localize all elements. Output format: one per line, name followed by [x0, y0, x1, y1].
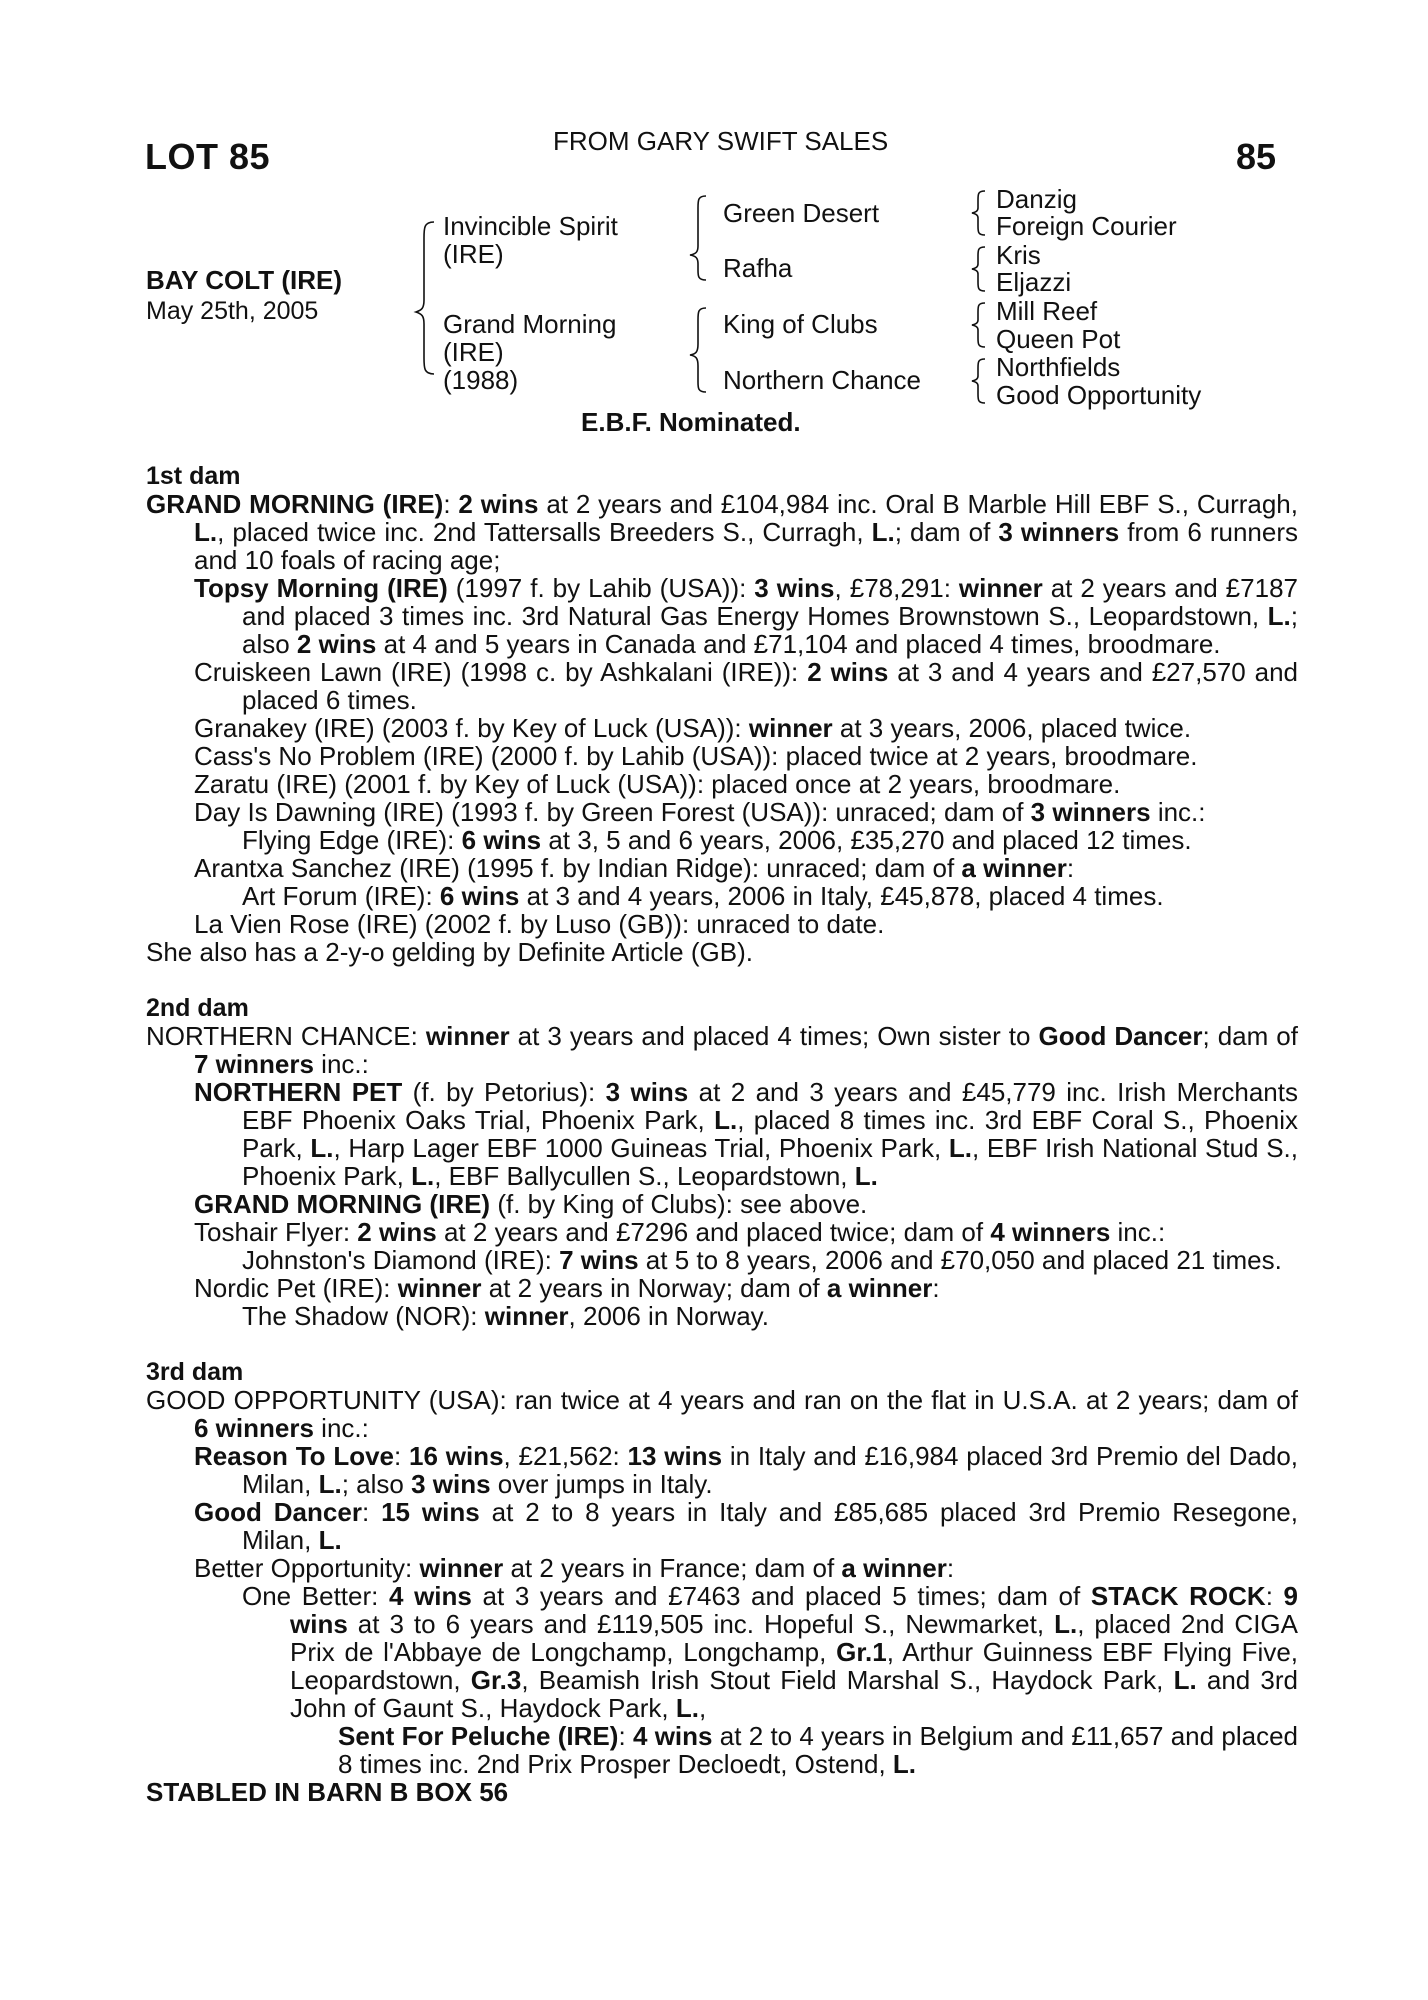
text: at 2 to 8 years in Italy and £85,685 placed 3rd Premio Resegone, Milan, [242, 1497, 1298, 1555]
text: : [394, 1441, 410, 1471]
gen2-sire-dam: Rafha [723, 253, 793, 283]
text: Arantxa Sanchez (IRE) (1995 f. by Indian Ridge): unraced; dam of [194, 853, 962, 883]
text: , Beamish Irish Stout Field Marshal S., Haydock Park, [521, 1665, 1174, 1695]
first-dam-heading: 1st dam [146, 462, 241, 490]
produce-entry: Cass's No Problem (IRE) (2000 f. by Lahib (USA)): placed twice at 2 years, broodmare. [194, 741, 1198, 771]
text: ; also [242, 601, 1298, 659]
gen3-5: Mill Reef [996, 296, 1098, 326]
lot-number: 85 [1236, 136, 1277, 177]
winners-count: 3 winners [998, 517, 1120, 547]
wins: 2 wins [357, 1217, 437, 1247]
horse-name: BAY COLT (IRE) [146, 265, 342, 295]
text: Flying Edge (IRE): [242, 825, 462, 855]
text: and 3rd John of Gaunt S., Haydock Park, [290, 1665, 1298, 1723]
wins: 6 wins [439, 881, 520, 911]
text: over jumps in Italy. [490, 1469, 713, 1499]
text: at 2 years and £104,984 inc. Oral B Marble Hill EBF S., Curragh, [538, 489, 1298, 519]
gen3-4: Eljazzi [996, 267, 1072, 297]
wins: 3 wins [411, 1469, 491, 1499]
wins: 13 wins [627, 1441, 723, 1471]
first-dam-entry [146, 490, 1298, 574]
wins: 3 wins [605, 1077, 689, 1107]
produce-entry [146, 574, 1298, 658]
text: , £21,562: [503, 1441, 628, 1471]
text: at 2 to 4 years in Belgium and £11,657 and placed 8 times inc. 2nd Prix Prosper Decloedt, Ostend, [338, 1721, 1298, 1779]
text: inc.: [1150, 797, 1206, 827]
second-dam-heading: 2nd dam [146, 994, 249, 1022]
text: GOOD OPPORTUNITY (USA): ran twice at 4 years and ran on the flat in U.S.A. at 2 years; dam of [146, 1385, 1298, 1415]
race-grade: L. [318, 1469, 342, 1499]
text: at 2 years and £7296 and placed twice; dam of [436, 1217, 991, 1247]
wins: 3 wins [754, 573, 835, 603]
produce-entry [146, 798, 1298, 826]
text: : [361, 1497, 382, 1527]
produce-entry: Zaratu (IRE) (2001 f. by Key of Luck (USA)): placed once at 2 years, broodmare. [194, 769, 1121, 799]
wins: 4 wins [389, 1581, 472, 1611]
third-dam-heading: 3rd dam [146, 1358, 244, 1386]
text: at 2 years and £7187 and placed 3 times inc. 3rd Natural Gas Energy Homes Brownstown S., Leopardstown, [242, 573, 1298, 631]
race-grade: L. [318, 1525, 342, 1555]
race-grade: L. [892, 1749, 917, 1779]
text: : [932, 1273, 940, 1303]
race-grade: Gr.3 [470, 1665, 522, 1695]
text: The Shadow (NOR): [242, 1301, 485, 1331]
dam-name [443, 310, 616, 394]
horse-name: GRAND MORNING (IRE) [194, 1189, 491, 1219]
race-grade: L. [194, 517, 218, 547]
race-grade: L. [1267, 601, 1291, 631]
wins: 9 wins [290, 1581, 1299, 1639]
horse-name: GRAND MORNING (IRE) [146, 489, 444, 519]
horse-name: STACK ROCK [1090, 1581, 1266, 1611]
winner: winner [484, 1301, 569, 1331]
race-grade: L. [854, 1161, 878, 1191]
text: at 3 to 6 years and £119,505 inc. Hopeful S., Newmarket, [347, 1609, 1055, 1639]
gen3-3: Kris [996, 240, 1041, 270]
text: : [1265, 1581, 1284, 1611]
text: at 3 and 4 years, 2006 in Italy, £45,878, placed 4 times. [519, 881, 1164, 911]
second-dam-entry [146, 1022, 1298, 1078]
produce-entry [146, 714, 1298, 742]
text: , placed 8 times inc. 3rd EBF Coral S., Phoenix Park, [242, 1105, 1298, 1163]
gen3-7: Northfields [996, 352, 1121, 382]
text: ; also [341, 1469, 412, 1499]
text: , Harp Lager EBF 1000 Guineas Trial, Phoenix Park, [333, 1133, 949, 1163]
produce-entry [146, 658, 1298, 714]
race-grade: L. [310, 1133, 334, 1163]
text: Granakey (IRE) (2003 f. by Key of Luck (USA)): [194, 713, 749, 743]
produce-entry [146, 1498, 1298, 1554]
third-dam-section [146, 1358, 1298, 1778]
sire-line-2: (IRE) [443, 239, 504, 269]
foaled-date: May 25th, 2005 [146, 297, 319, 325]
race-grade: L. [871, 517, 895, 547]
text: inc.: [313, 1413, 369, 1443]
horse-name: NORTHERN PET [194, 1077, 403, 1107]
text: at 3 and 4 years and £27,570 and placed 6 times. [242, 657, 1298, 715]
wins: 15 wins [381, 1497, 480, 1527]
sire-name [443, 212, 618, 268]
winners-count: 6 winners [194, 1413, 314, 1443]
gen3-1: Danzig [996, 184, 1077, 214]
produce-record [146, 462, 1298, 1806]
text: Art Forum (IRE): [242, 881, 440, 911]
dam-line-3: (1988) [443, 365, 519, 395]
lot-label: LOT 85 [145, 136, 271, 177]
dam-line-2: (IRE) [443, 337, 504, 367]
horse-name: Good Dancer [1038, 1021, 1203, 1051]
text: inc.: [1110, 1217, 1166, 1247]
stabling-note: STABLED IN BARN B BOX 56 [146, 1777, 509, 1807]
text: inc.: [313, 1049, 369, 1079]
text: (f. by King of Clubs): see above. [490, 1189, 868, 1219]
produce-entry [146, 1246, 1298, 1274]
text: Nordic Pet (IRE): [194, 1273, 398, 1303]
wins: 16 wins [409, 1441, 504, 1471]
winner: winner [397, 1273, 482, 1303]
winner: winner [748, 713, 833, 743]
race-grade: L. [1054, 1609, 1078, 1639]
text: at 3 years, 2006, placed twice. [832, 713, 1192, 743]
vendor-name: FROM GARY SWIFT SALES [553, 126, 889, 156]
third-dam-entry [146, 1386, 1298, 1442]
horse-name: Reason To Love [194, 1441, 395, 1471]
text: at 2 and 3 years and £45,779 inc. Irish Merchants EBF Phoenix Oaks Trial, Phoenix Park, [242, 1077, 1298, 1135]
winners-count: a winner [961, 853, 1067, 883]
text: at 3 years and placed 4 times; Own sister to [509, 1021, 1039, 1051]
text: Better Opportunity: [194, 1553, 420, 1583]
wins: 2 wins [807, 657, 889, 687]
text: at 3, 5 and 6 years, 2006, £35,270 and placed 12 times. [541, 825, 1192, 855]
horse-name: Good Dancer [194, 1497, 362, 1527]
produce-entry [146, 1218, 1298, 1246]
text: : [1066, 853, 1075, 883]
text: , 2006 in Norway. [568, 1301, 769, 1331]
race-grade: L. [948, 1133, 973, 1163]
race-grade: Gr.1 [836, 1637, 887, 1667]
race-grade: L. [675, 1693, 699, 1723]
gen2-sire-sire: Green Desert [723, 198, 880, 228]
winner: winner [419, 1553, 504, 1583]
text: at 5 to 8 years, 2006 and £70,050 and placed 21 times. [638, 1245, 1282, 1275]
wins: 7 wins [559, 1245, 639, 1275]
text: One Better: [242, 1581, 389, 1611]
race-grade: L. [714, 1105, 738, 1135]
text: from 6 runners and 10 foals of racing age; [194, 517, 1298, 575]
text: at 4 and 5 years in Canada and £71,104 and placed 4 times, broodmare. [376, 629, 1221, 659]
produce-entry [146, 1554, 1298, 1582]
text: ; dam of [894, 517, 999, 547]
wins: 2 wins [458, 489, 539, 519]
pedigree-brackets [0, 0, 1428, 420]
winners-count: 3 winners [1030, 797, 1151, 827]
produce-entry [146, 1274, 1298, 1302]
text: , placed 2nd CIGA Prix de l'Abbaye de Longchamp, Longchamp, [290, 1609, 1298, 1667]
gen3-8: Good Opportunity [996, 380, 1202, 410]
text: ; dam of [1202, 1021, 1298, 1051]
text: , EBF Irish National Stud S., Phoenix Park, [242, 1133, 1298, 1191]
text: , £78,291: [834, 573, 959, 603]
winners-count: 7 winners [194, 1049, 314, 1079]
gen2-dam-sire: King of Clubs [723, 309, 878, 339]
dam-line-1: Grand Morning [443, 309, 617, 339]
text: NORTHERN CHANCE: [146, 1021, 426, 1051]
winner: winner [958, 573, 1043, 603]
text: , EBF Ballycullen S., Leopardstown, [434, 1161, 855, 1191]
produce-entry [146, 1722, 1298, 1778]
text: Cruiskeen Lawn (IRE) (1998 c. by Ashkalani (IRE)): [194, 657, 808, 687]
text: at 2 years in France; dam of [503, 1553, 842, 1583]
race-grade: L. [1173, 1665, 1197, 1695]
gen3-6: Queen Pot [996, 324, 1121, 354]
wins: 6 wins [461, 825, 542, 855]
produce-entry [146, 1302, 1298, 1330]
produce-entry: La Vien Rose (IRE) (2002 f. by Luso (GB)): unraced to date. [194, 909, 885, 939]
winners-count: a winner [841, 1553, 947, 1583]
produce-entry [146, 854, 1298, 882]
wins: 4 wins [632, 1721, 713, 1751]
winners-count: a winner [826, 1273, 933, 1303]
text: Day Is Dawning (IRE) (1993 f. by Green Forest (USA)): unraced; dam of [194, 797, 1031, 827]
sire-line-1: Invincible Spirit [443, 211, 618, 241]
race-grade: L. [411, 1161, 435, 1191]
winners-count: 4 winners [990, 1217, 1111, 1247]
text: : [618, 1721, 633, 1751]
produce-entry [146, 1442, 1298, 1498]
gen2-dam-dam: Northern Chance [723, 365, 921, 395]
text: , [698, 1693, 707, 1723]
wins: 2 wins [296, 629, 377, 659]
text: at 3 years and £7463 and placed 5 times; dam of [471, 1581, 1091, 1611]
text: Johnston's Diamond (IRE): [242, 1245, 560, 1275]
produce-entry [146, 1582, 1298, 1722]
text: Toshair Flyer: [194, 1217, 358, 1247]
winner: winner [425, 1021, 510, 1051]
text: : [443, 489, 459, 519]
text: (1997 f. by Lahib (USA)): [447, 573, 755, 603]
produce-entry [146, 1190, 1298, 1218]
text: at 2 years in Norway; dam of [481, 1273, 827, 1303]
nomination-note: E.B.F. Nominated. [581, 407, 801, 437]
produce-note: She also has a 2-y-o gelding by Definite Article (GB). [146, 937, 753, 967]
produce-entry [146, 1078, 1298, 1190]
text: , placed twice inc. 2nd Tattersalls Breeders S., Curragh, [217, 517, 872, 547]
text: (f. by Petorius): [402, 1077, 606, 1107]
text: , Arthur Guinness EBF Flying Five, Leopardstown, [290, 1637, 1298, 1695]
horse-name: Topsy Morning (IRE) [194, 573, 448, 603]
text: : [946, 1553, 955, 1583]
produce-entry [146, 826, 1298, 854]
produce-entry [146, 882, 1298, 910]
first-dam-section [146, 462, 1298, 966]
gen3-2: Foreign Courier [996, 211, 1177, 241]
second-dam-section [146, 994, 1298, 1330]
text: in Italy and £16,984 placed 3rd Premio del Dado, Milan, [242, 1441, 1298, 1499]
horse-name: Sent For Peluche (IRE) [338, 1721, 619, 1751]
